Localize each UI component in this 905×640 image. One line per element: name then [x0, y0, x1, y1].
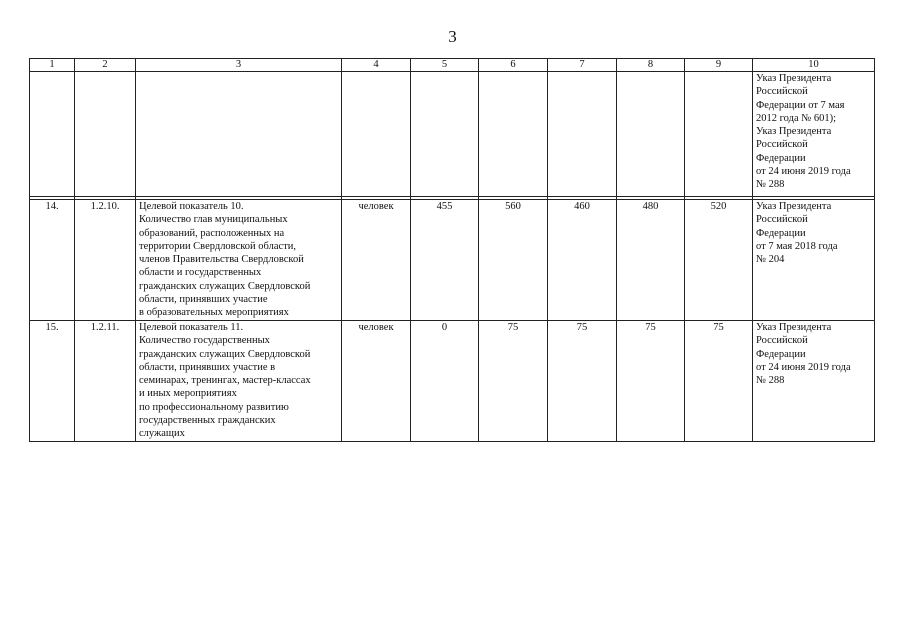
value-cell	[617, 72, 685, 197]
table-row	[30, 72, 875, 197]
value-cell: 520	[685, 200, 753, 321]
unit-cell: человек	[342, 321, 411, 442]
value-cell	[479, 72, 548, 197]
indicator-name	[136, 72, 342, 197]
column-header: 8	[617, 59, 685, 72]
value-cell: 75	[685, 321, 753, 442]
value-cell: 455	[411, 200, 479, 321]
row-number: 15.	[30, 321, 75, 442]
value-cell: 560	[479, 200, 548, 321]
column-header: 1	[30, 59, 75, 72]
indicator-code	[75, 72, 136, 197]
value-cell: 75	[617, 321, 685, 442]
source-document: Указ Президента Российской Федерации от 7 мая 2012 года № 601); Указ Президента Российской Федерации от 24 июня 2019 года № 288	[753, 72, 875, 197]
unit-cell	[342, 72, 411, 197]
column-header: 10	[753, 59, 875, 72]
value-cell: 480	[617, 200, 685, 321]
source-document: Указ Президента Российской Федерации от 7 мая 2018 года № 204	[753, 200, 875, 321]
source-document: Указ Президента Российской Федерации от 24 июня 2019 года № 288	[753, 321, 875, 442]
column-number-row	[30, 59, 875, 72]
row-number: 14.	[30, 200, 75, 321]
indicator-name: Целевой показатель 10. Количество глав муниципальных образований, расположенных на территории Свердловской области, членов Правительства Свердловской области и государственных гражданских служащих Свердловской области, принявших участие в образовательных мероприятиях	[136, 200, 342, 321]
column-header: 9	[685, 59, 753, 72]
indicator-code: 1.2.10.	[75, 200, 136, 321]
value-cell	[411, 72, 479, 197]
value-cell: 460	[548, 200, 617, 321]
table-row	[30, 200, 875, 321]
column-header: 4	[342, 59, 411, 72]
value-cell: 0	[411, 321, 479, 442]
value-cell: 75	[548, 321, 617, 442]
row-number	[30, 72, 75, 197]
indicators-table	[29, 58, 875, 442]
column-header: 2	[75, 59, 136, 72]
column-header: 3	[136, 59, 342, 72]
page-number: 3	[448, 27, 457, 46]
indicator-code: 1.2.11.	[75, 321, 136, 442]
table-row	[30, 321, 875, 442]
value-cell: 75	[479, 321, 548, 442]
column-header: 7	[548, 59, 617, 72]
unit-cell: человек	[342, 200, 411, 321]
value-cell	[685, 72, 753, 197]
indicator-name: Целевой показатель 11. Количество государственных гражданских служащих Свердловской области, принявших участие в семинарах, тренингах, мастер-классах и иных мероприятиях по профессиональному развитию государственных гражданских служащих	[136, 321, 342, 442]
column-header: 6	[479, 59, 548, 72]
column-header: 5	[411, 59, 479, 72]
value-cell	[548, 72, 617, 197]
